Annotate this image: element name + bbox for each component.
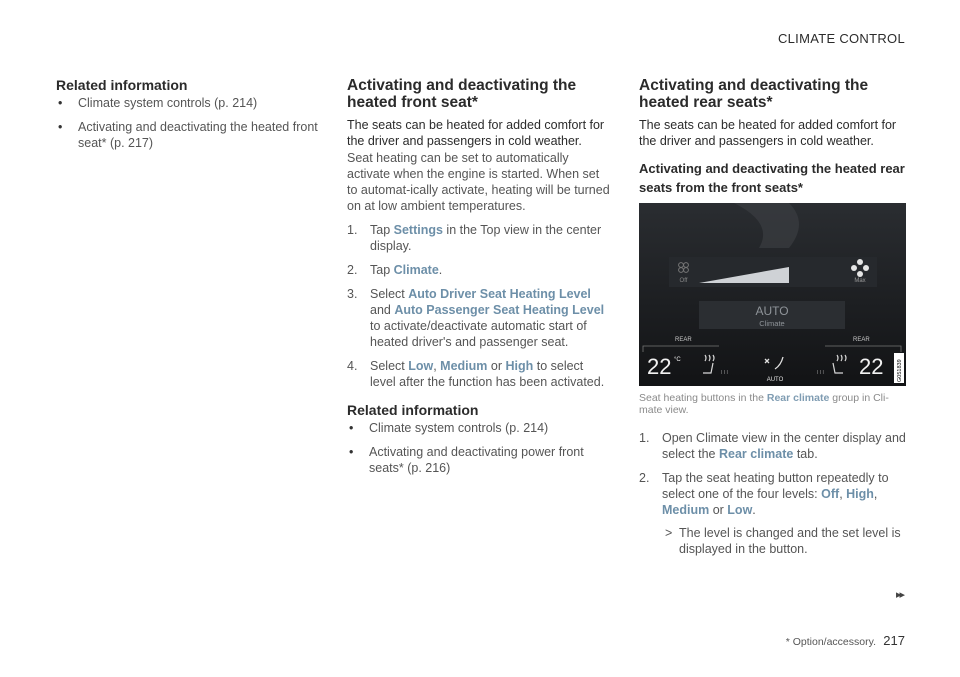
- rear-right-label: REAR: [853, 337, 870, 343]
- step-text: Select: [370, 359, 409, 373]
- menu-term: Settings: [393, 223, 443, 237]
- step-number: 4.: [347, 359, 358, 373]
- rear-seat-lead: The seats can be heated for added comfort for the driver and passengers in cold weather.: [639, 118, 897, 148]
- front-seat-column: [347, 77, 612, 484]
- step-text: Tap: [370, 263, 394, 277]
- step-text: ,: [433, 359, 441, 373]
- front-seat-title: Activating and deactivating the heated front seat*: [347, 77, 577, 111]
- step-number: 3.: [347, 287, 358, 301]
- related-link[interactable]: • Activating and deactivating the heated front seat* (p. 217): [56, 119, 318, 151]
- related-link[interactable]: • Climate system controls (p. 214): [56, 95, 318, 111]
- step-result: [662, 525, 907, 557]
- front-seat-body: Seat heating can be set to automatically activate when the engine is started. When set to automat-ically activate, heating will be turned on at low ambient temperatures.: [347, 151, 610, 213]
- menu-term: Rear climate: [718, 447, 794, 461]
- seat-level-indicator: I I I: [721, 370, 728, 376]
- step-item: [347, 358, 612, 390]
- step-number: 1.: [639, 431, 650, 445]
- related-link[interactable]: • Climate system controls (p. 214): [347, 420, 612, 436]
- step-text: Tap the seat heating button repeatedly to select one of the four levels:: [662, 471, 889, 501]
- auto-climate-label: AUTO: [755, 304, 789, 318]
- front-seat-steps: [347, 222, 612, 390]
- step-item: [639, 470, 907, 557]
- rear-right-temperature[interactable]: 22: [859, 354, 884, 379]
- menu-term: Auto Driver Seat Heating Level: [408, 287, 591, 301]
- step-item: [347, 286, 612, 350]
- fan-off-label: Off: [679, 278, 688, 284]
- related-heading: Related information: [56, 77, 188, 93]
- climate-screen-image: [639, 203, 906, 386]
- rear-left-label: REAR: [675, 337, 692, 343]
- front-seat-lead: The seats can be heated for added comfort for the driver and passengers in cold weather.: [347, 118, 605, 148]
- step-text: to select level after the function has been activated.: [370, 359, 605, 389]
- related-link[interactable]: • Activating and deactivating power front seats* (p. 216): [347, 444, 612, 476]
- image-code: G051839: [897, 359, 903, 382]
- image-caption: [639, 392, 907, 416]
- step-item: [639, 430, 907, 462]
- climate-label: Climate: [759, 319, 785, 328]
- step-text: or: [709, 503, 728, 517]
- menu-term: Off: [821, 487, 840, 501]
- rear-seat-column: [639, 77, 907, 565]
- step-text: or: [487, 359, 506, 373]
- step-text: .: [438, 263, 443, 277]
- menu-term: High: [505, 359, 534, 373]
- step-text: tab.: [793, 447, 818, 461]
- section-header: CLIMATE CONTROL: [777, 31, 905, 46]
- related-info-column: [56, 77, 318, 159]
- step-text: Open Climate view in the center display and select the: [662, 431, 906, 461]
- step-text: .: [752, 503, 756, 517]
- temperature-unit: °C: [674, 357, 681, 363]
- step-number: 2.: [639, 471, 650, 485]
- climate-screen-illustration: [639, 203, 906, 386]
- fan-max-label: Max: [854, 278, 866, 284]
- menu-term: Medium: [662, 503, 710, 517]
- next-page-arrows-icon[interactable]: ▸▸: [895, 589, 903, 601]
- rear-seat-title: Activating and deactivating the heated rear seats*: [639, 77, 869, 111]
- step-item: [347, 222, 612, 254]
- menu-term: High: [846, 487, 874, 501]
- step-text: in the Top view in the center display.: [370, 223, 602, 253]
- rear-seat-subheading: Activating and deactivating the heated rear seats from the front seats*: [639, 161, 905, 195]
- step-text: ,: [839, 487, 847, 501]
- step-text: Select: [370, 287, 409, 301]
- result-text: The level is changed and the set level is displayed in the button.: [679, 526, 901, 556]
- airflow-auto-label: AUTO: [766, 377, 784, 383]
- menu-term: Medium: [440, 359, 488, 373]
- caption-text: group in Cli-mate view.: [639, 392, 889, 416]
- step-text: Tap: [370, 223, 394, 237]
- step-text: to activate/deactivate automatic start of heated driver's and passenger seat.: [370, 319, 587, 349]
- related-heading: Related information: [347, 402, 479, 418]
- caption-term: Rear climate: [766, 392, 830, 404]
- menu-term: Auto Passenger Seat Heating Level: [394, 303, 605, 317]
- page-number: 217: [883, 633, 905, 648]
- menu-term: Low: [727, 503, 753, 517]
- option-accessory-note: * Option/accessory.: [785, 636, 876, 648]
- step-number: 2.: [347, 263, 358, 277]
- step-item: [347, 262, 612, 278]
- result-marker: >: [665, 526, 673, 540]
- menu-term: Low: [408, 359, 434, 373]
- seat-level-indicator: I I I: [817, 370, 824, 376]
- caption-text: Seat heating buttons in the: [639, 392, 767, 404]
- step-text: ,: [873, 487, 878, 501]
- related-list: [347, 420, 612, 476]
- step-number: 1.: [347, 223, 358, 237]
- related-list: [56, 95, 318, 151]
- rear-left-temperature[interactable]: 22: [647, 354, 672, 379]
- menu-term: Climate: [393, 263, 439, 277]
- rear-seat-steps: [639, 430, 907, 557]
- step-text: and: [370, 303, 395, 317]
